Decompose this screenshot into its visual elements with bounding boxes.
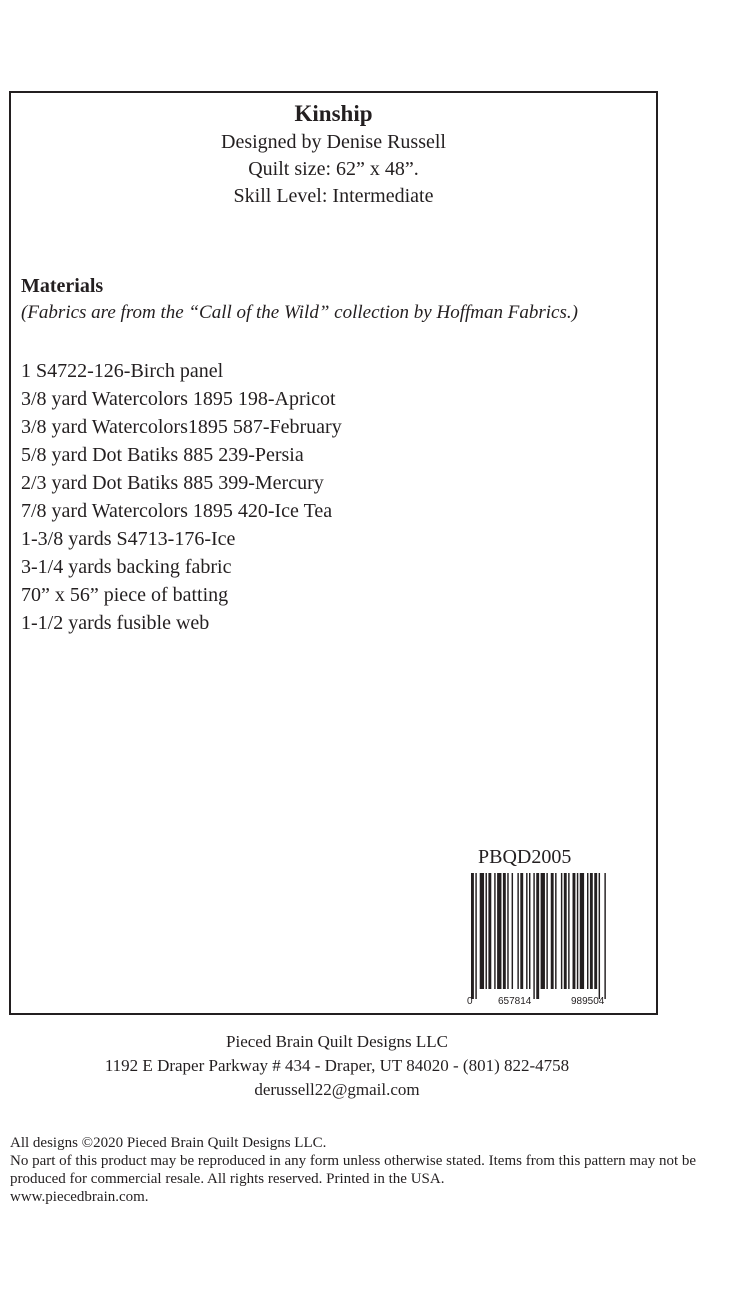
list-item: 5/8 yard Dot Batiks 885 239-Persia [21,444,304,466]
barcode-bar [590,873,593,989]
barcode-bar [488,873,491,989]
title-block [11,99,656,210]
barcode-bar [546,873,547,989]
barcode-bar [573,873,576,989]
barcode-bar [486,873,487,989]
barcode-bar [594,873,597,989]
barcode-bar [507,873,508,989]
barcode-bar [494,873,495,989]
rights-statement: No part of this product may be reproduced in any form unless otherwise stated. Items from this pattern may not be produced for commercial resale. All rights reserved. Printed in the USA. [10,1153,697,1187]
barcode-bar [587,873,588,989]
quilt-size: Quilt size: 62” x 48”. [248,158,419,180]
barcode-bar [529,873,530,989]
barcode-bar [503,873,506,989]
materials-heading: Materials [21,275,104,297]
materials-list [21,357,342,637]
barcode-bar [599,873,600,999]
barcode-bar [480,873,484,989]
product-sku: PBQD2005 [478,846,572,868]
footer [0,1030,674,1102]
company-name: Pieced Brain Quilt Designs LLC [226,1032,448,1051]
barcode [465,873,648,1007]
list-item: 1-3/8 yards S4713-176-Ice [21,528,236,550]
list-item: 3-1/4 yards backing fabric [21,556,232,578]
barcode-bar [564,873,567,989]
list-item: 2/3 yard Dot Batiks 885 399-Mercury [21,472,324,494]
barcode-bar [533,873,534,999]
barcode-bar [512,873,513,989]
copyright-line: All designs ©2020 Pieced Brain Quilt Designs LLC. [10,1135,327,1151]
barcode-bar [541,873,545,989]
pattern-card [9,91,658,1015]
barcode-bar [517,873,518,989]
barcode-bar [604,873,605,999]
legal-notice [10,1134,730,1206]
list-item: 70” x 56” piece of batting [21,584,229,606]
barcode-bar [555,873,556,989]
website-line: www.piecedbrain.com. [10,1189,149,1205]
company-email: derussell22@gmail.com [254,1080,420,1099]
barcode-bar [475,873,476,999]
barcode-bar [471,873,474,999]
barcode-bar [577,873,578,989]
barcode-digits-right: 989504 [571,996,605,1007]
barcode-graphic [465,873,648,1007]
designer-credit: Designed by Denise Russell [221,131,446,153]
barcode-digits-left: 657814 [498,996,532,1007]
barcode-bar [561,873,562,989]
list-item: 3/8 yard Watercolors 1895 198-Apricot [21,388,336,410]
barcode-bar [520,873,523,989]
list-item: 1-1/2 yards fusible web [21,612,210,634]
skill-level: Skill Level: Intermediate [233,185,434,207]
materials-note: (Fabrics are from the “Call of the Wild” collection by Hoffman Fabrics.) [21,302,578,323]
barcode-bar [526,873,527,989]
barcode-digit-first: 0 [467,996,473,1007]
list-item: 1 S4722-126-Birch panel [21,360,224,382]
barcode-bar [551,873,554,989]
list-item: 7/8 yard Watercolors 1895 420-Ice Tea [21,500,333,522]
barcode-bar [568,873,569,989]
barcode-bar [536,873,539,999]
company-address: 1192 E Draper Parkway # 434 - Draper, UT 84020 - (801) 822-4758 [104,1056,570,1075]
barcode-bar [497,873,501,989]
pattern-title: Kinship [294,101,373,126]
list-item: 3/8 yard Watercolors1895 587-February [21,416,342,438]
barcode-bar [580,873,584,989]
